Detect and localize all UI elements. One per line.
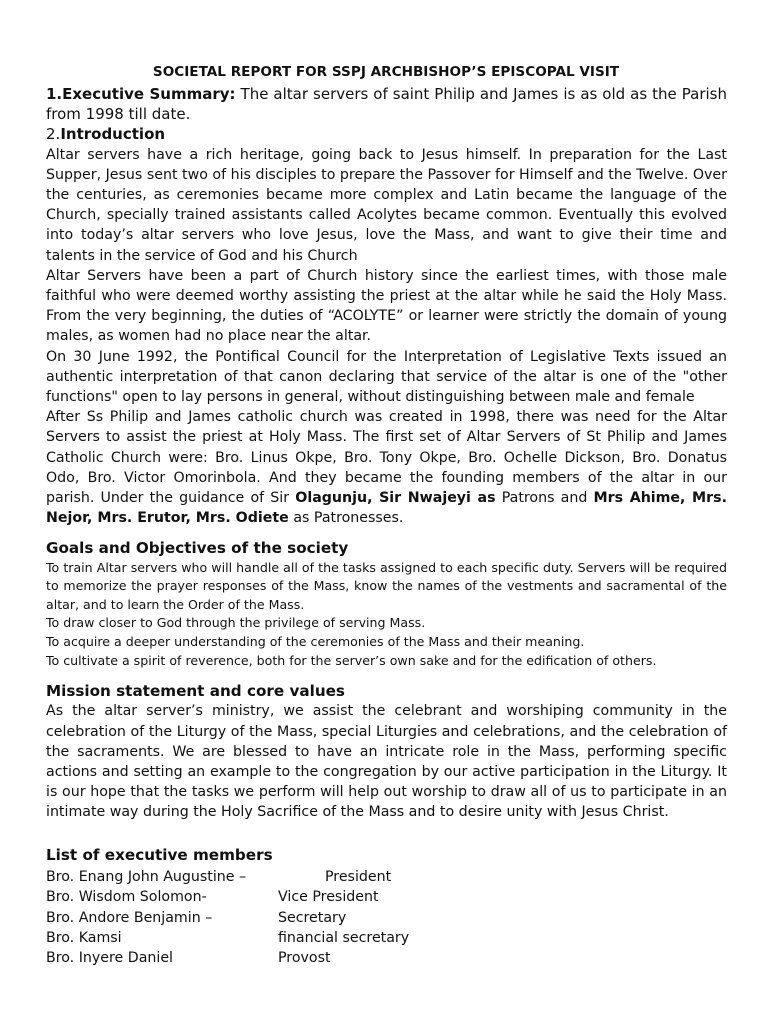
introduction-number: 2. (46, 125, 61, 144)
goal-item: To draw closer to God through the privilege of serving Mass. (46, 615, 426, 631)
member-role: financial secretary (278, 930, 410, 947)
intro-paragraph-3: On 30 June 1992, the Pontifical Council for the Interpretation of Legislative Texts issued an authentic interpretation of that canon declaring that service of the altar is one of the "other functions" open to lay persons in general, without distinguishing between male and female (46, 348, 727, 406)
founding-text-c: as Patronesses. (293, 510, 404, 527)
founding-text-b: Patrons and (501, 490, 588, 507)
member-name: Bro. Kamsi (46, 930, 122, 947)
goals-heading: Goals and Objectives of the society (46, 539, 349, 558)
member-role: Vice President (278, 889, 379, 906)
introduction-heading-text: Introduction (60, 125, 166, 144)
executive-summary-heading: 1.Executive Summary: (46, 85, 236, 103)
goal-item: To acquire a deeper understanding of the ceremonies of the Mass and their meaning. (46, 634, 585, 650)
member-name: Bro. Inyere Daniel (46, 950, 173, 967)
member-name: Bro. Enang John Augustine – (46, 868, 247, 885)
founding-patrons: Olagunju, Sir Nwajeyi as (295, 490, 496, 507)
goals-list (46, 559, 727, 671)
executive-summary-text: The altar servers of saint Philip and James is as old as the Parish from 1998 till date. (46, 85, 727, 124)
member-role: President (325, 868, 392, 885)
document-title: SOCIETAL REPORT FOR SSPJ ARCHBISHOP’S EPISCOPAL VISIT (152, 64, 620, 80)
intro-paragraph-1: Altar servers have a rich heritage, going back to Jesus himself. In preparation for the Last Supper, Jesus sent two of his disciples to prepare the Passover for Himself and the Twelve. Over the centuries, as ceremonies became more complex and Latin became the language of the Church, specially trained assistants called Acolytes became common. Eventually this evolved into today’s altar servers who love Jesus, love the Mass, and want to give their time and talents in the service of God and his Church (46, 146, 727, 264)
executive-members-list (46, 867, 727, 969)
mission-text: As the altar server’s ministry, we assist the celebrant and worshiping community in the celebration of the Liturgy of the Mass, special Liturgies and celebrations, and the celebration of the sacraments. We are blessed to have an intricate role in the Mass, performing specific actions and setting an example to the congregation by our active participation in the Liturgy. It is our hope that the tasks we perform will help out worship to draw all of us to participate in an intimate way during the Holy Sacrifice of the Mass and to desire unity with Jesus Christ. (46, 703, 727, 821)
executive-member-row (46, 908, 727, 928)
mission-heading: Mission statement and core values (46, 682, 345, 701)
member-name: Bro. Andore Benjamin – (46, 909, 213, 926)
executives-heading: List of executive members (46, 845, 273, 864)
founding-patronesses: Mrs Ahime, Mrs. Nejor, Mrs. Erutor, Mrs. Odiete (46, 490, 728, 527)
executive-member-row (46, 867, 727, 887)
executive-member-row (46, 928, 727, 948)
executive-member-row (46, 887, 727, 907)
document-body (46, 84, 727, 969)
executive-member-row (46, 948, 727, 968)
goal-item: To train Altar servers who will handle all of the tasks assigned to each specific duty. Servers will be required to memorize the prayer responses of the Mass, know the names of the vestments and sacramental of the altar, and to learn the Order of the Mass. (46, 559, 727, 612)
intro-paragraph-2: Altar Servers have been a part of Church history since the earliest times, with those male faithful who were deemed worthy assisting the priest at the altar while he said the Holy Mass. From the very beginning, the duties of “ACOLYTE” or learner were strictly the domain of young males, as women had no place near the altar. (46, 267, 727, 345)
goal-item: To cultivate a spirit of reverence, both for the server’s own sake and for the edification of others. (46, 652, 657, 668)
introduction-heading (46, 124, 727, 144)
founding-paragraph (46, 407, 727, 528)
member-role: Provost (278, 950, 331, 967)
founding-text-a: After Ss Philip and James catholic church was created in 1998, there was need for the Altar Servers to assist the priest at Holy Mass. The first set of Altar Servers of St Philip and James Catholic Church were: Bro. Linus Okpe, Bro. Tony Okpe, Bro. Ochelle Dickson, Bro. Donatus Odo, Bro. Victor Omorinbola. And they became the founding members of the altar in our parish. Under the guidance of Sir (46, 409, 727, 507)
executive-summary (46, 84, 727, 124)
member-role: Secretary (278, 909, 347, 926)
member-name: Bro. Wisdom Solomon- (46, 889, 207, 906)
